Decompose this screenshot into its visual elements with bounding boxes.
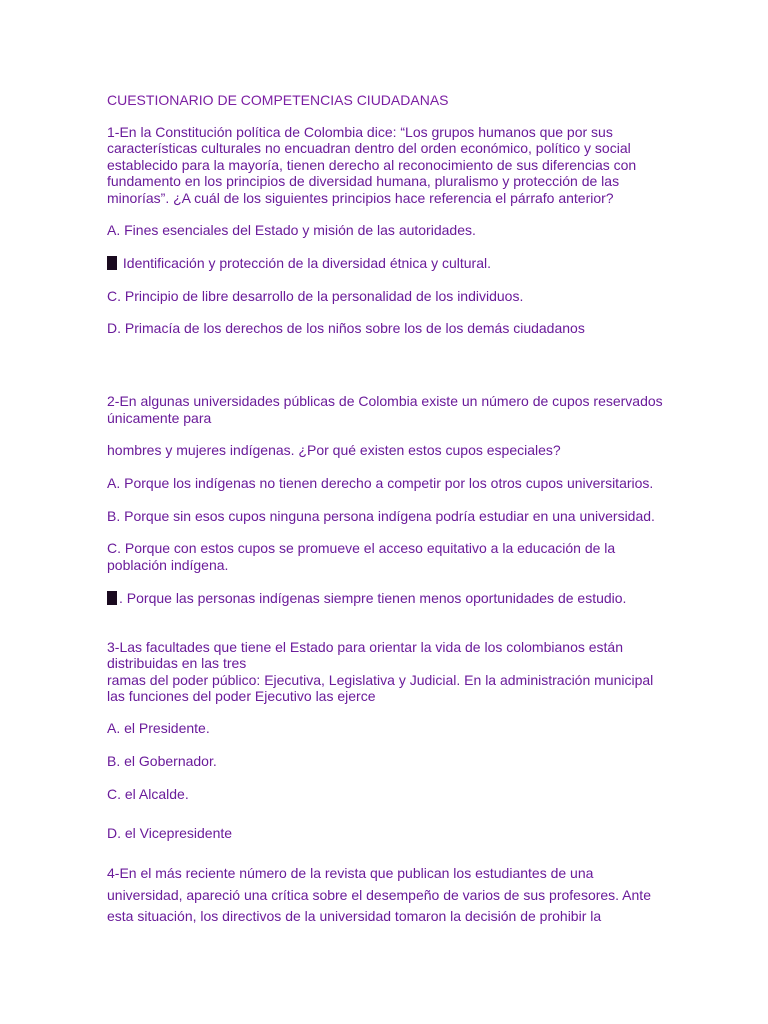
question-1-option-b (107, 255, 491, 272)
question-1-option-c: C. Principio de libre desarrollo de la personalidad de los individuos. (107, 288, 524, 304)
question-2-stem-line: hombres y mujeres indígenas. ¿Por qué existen estos cupos especiales? (107, 442, 561, 458)
question-4-stem-line: esta situación, los directivos de la universidad tomaron la decisión de prohibir la (107, 908, 602, 924)
question-2-option-a: A. Porque los indígenas no tienen derecho a competir por los otros cupos universitarios. (107, 475, 654, 491)
question-3-stem-line: las funciones del poder Ejecutivo las ejerce (107, 688, 376, 704)
question-3-option-b: B. el Gobernador. (107, 753, 217, 769)
question-1-option-a: A. Fines esenciales del Estado y misión de las autoridades. (107, 222, 476, 238)
question-3-stem-line: ramas del poder público: Ejecutiva, Legislativa y Judicial. En la administración municipal (107, 672, 654, 688)
question-4-stem-line: universidad, apareció una crítica sobre el desempeño de varios de sus profesores. Ante (107, 887, 651, 903)
question-2-option-c-continued: población indígena. (107, 557, 229, 573)
option-text: . Porque las personas indígenas siempre tienen menos oportunidades de estudio. (119, 590, 627, 606)
highlight-mark (107, 256, 117, 270)
question-3-stem-line: 3-Las facultades que tiene el Estado para orientar la vida de los colombianos están (107, 639, 623, 655)
question-3-option-c: C. el Alcalde. (107, 786, 189, 802)
question-2-stem-line: 2-En algunas universidades públicas de Colombia existe un número de cupos reservados (107, 393, 663, 409)
highlight-mark (107, 591, 117, 605)
question-1-stem-line: 1-En la Constitución política de Colombia dice: “Los grupos humanos que por sus (107, 124, 613, 140)
question-1-stem-line: fundamento en los principios de diversidad humana, pluralismo y protección de las (107, 173, 620, 189)
option-text: Identificación y protección de la diversidad étnica y cultural. (119, 255, 491, 271)
question-1-option-d: D. Primacía de los derechos de los niños sobre los de los demás ciudadanos (107, 320, 585, 336)
question-2-option-c: C. Porque con estos cupos se promueve el acceso equitativo a la educación de la (107, 540, 616, 556)
question-1-stem-line: establecido para la mayoría, tienen derecho al reconocimiento de sus diferencias con (107, 157, 637, 173)
question-3-stem-line: distribuidas en las tres (107, 655, 247, 671)
question-2-stem-line: únicamente para (107, 410, 212, 426)
question-1-stem-line: minorías”. ¿A cuál de los siguientes principios hace referencia el párrafo anterior? (107, 190, 614, 206)
question-3-option-a: A. el Presidente. (107, 720, 210, 736)
question-2-option-b: B. Porque sin esos cupos ninguna persona indígena podría estudiar en una universidad. (107, 508, 655, 524)
question-4-stem-line: 4-En el más reciente número de la revista que publican los estudiantes de una (107, 865, 594, 881)
document-title: CUESTIONARIO DE COMPETENCIAS CIUDADANAS (107, 92, 449, 108)
question-3-option-d: D. el Vicepresidente (107, 825, 233, 841)
question-1-stem-line: características culturales no encuadran dentro del orden económico, político y social (107, 140, 631, 156)
question-2-option-d (107, 590, 626, 607)
